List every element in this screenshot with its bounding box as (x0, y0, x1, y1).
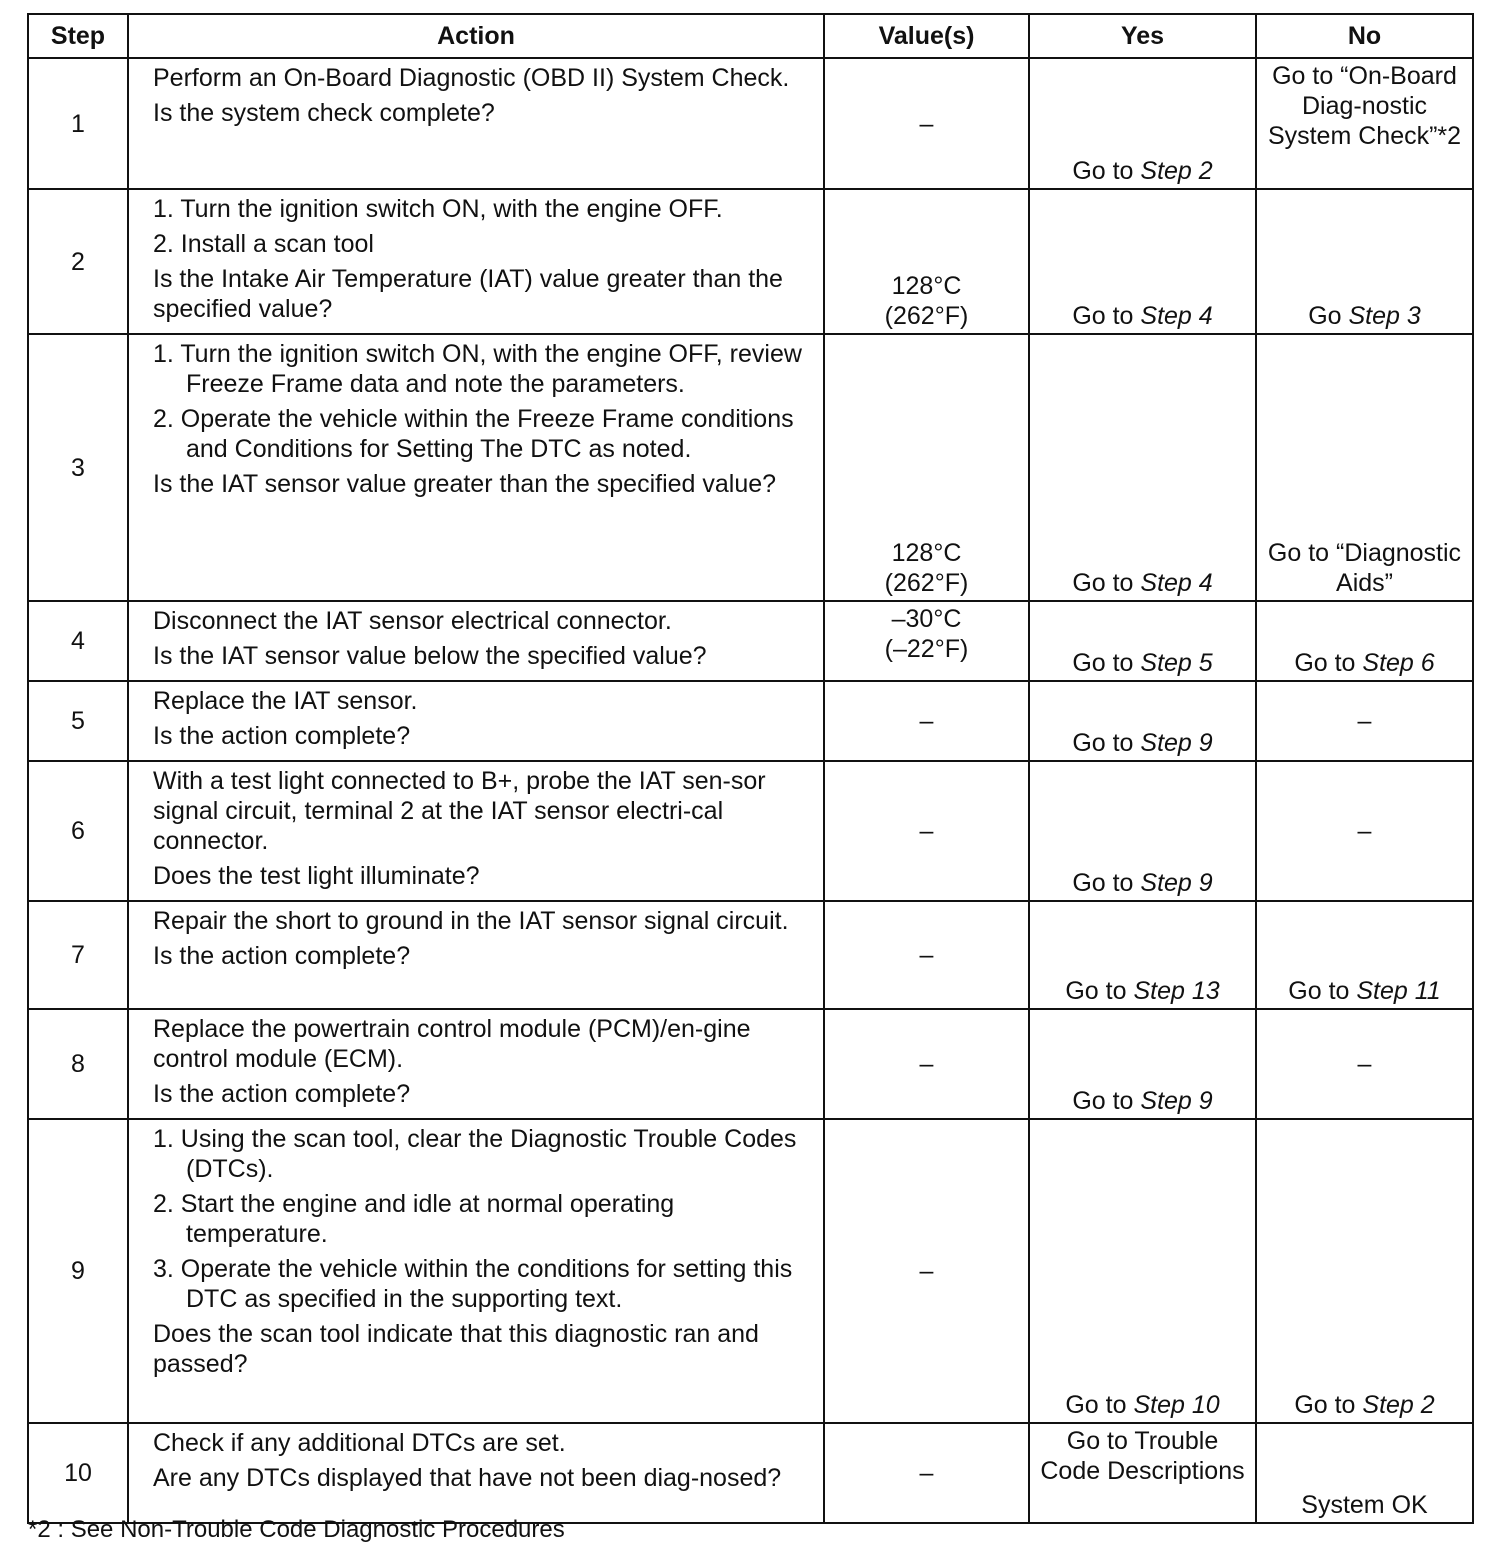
yes-text: Go to (1072, 869, 1141, 897)
action-text: Is the action complete? (153, 1080, 411, 1108)
action-cell (128, 601, 824, 681)
no-step-ref: Step 6 (1362, 649, 1435, 677)
yes-text: Go to (1072, 729, 1141, 757)
yes-cell (1029, 189, 1256, 334)
table-row (28, 1009, 1473, 1119)
action-cell (128, 681, 824, 761)
action-step: 1. Turn the ignition switch ON, with the engine OFF, review Freeze Frame data and note the parameters. (153, 340, 802, 398)
action-text: Is the IAT sensor value below the specified value? (153, 642, 707, 670)
yes-cell (1029, 681, 1256, 761)
value-text: (262°F) (884, 302, 969, 330)
table-row (28, 601, 1473, 681)
yes-cell (1029, 1119, 1256, 1423)
yes-step-ref: Step 5 (1140, 649, 1213, 677)
yes-step-ref: Step 13 (1133, 977, 1220, 1005)
action-cell (128, 901, 824, 1009)
action-cell (128, 58, 824, 189)
action-text: Is the IAT sensor value greater than the specified value? (153, 470, 777, 498)
value-text: (262°F) (884, 569, 969, 597)
no-text: System OK (1301, 1491, 1428, 1519)
no-text: Go to (1288, 977, 1357, 1005)
action-cell (128, 189, 824, 334)
action-text: Is the action complete? (153, 722, 411, 750)
value-cell (824, 1009, 1029, 1119)
no-text: – (1357, 817, 1372, 845)
yes-text: Go to (1065, 1391, 1134, 1419)
action-text: Perform an On-Board Diagnostic (OBD II) System Check. (153, 64, 790, 92)
action-step: 3. Operate the vehicle within the conditions for setting this DTC as specified in the supporting text. (153, 1255, 793, 1313)
action-text: Disconnect the IAT sensor electrical connector. (153, 607, 672, 635)
no-cell (1256, 1423, 1473, 1523)
step-cell: 9 (28, 1119, 128, 1423)
yes-text: Go to (1072, 569, 1141, 597)
yes-cell (1029, 1009, 1256, 1119)
value-text: – (919, 1257, 934, 1285)
no-cell (1256, 58, 1473, 189)
yes-step-ref: Step 2 (1140, 157, 1213, 185)
action-text: Is the system check complete? (153, 99, 495, 127)
action-cell (128, 334, 824, 601)
action-step: 2. Install a scan tool (153, 230, 374, 258)
table-row (28, 189, 1473, 334)
yes-step-ref: Step 4 (1140, 569, 1213, 597)
step-cell: 8 (28, 1009, 128, 1119)
value-text: – (919, 1050, 934, 1078)
no-step-ref: Step 3 (1348, 302, 1421, 330)
yes-step-ref: Step 9 (1140, 1087, 1213, 1115)
value-cell (824, 334, 1029, 601)
value-text: – (919, 817, 934, 845)
yes-step-ref: Step 9 (1140, 729, 1213, 757)
step-cell: 7 (28, 901, 128, 1009)
action-cell (128, 1009, 824, 1119)
value-text: – (919, 941, 934, 969)
yes-cell (1029, 334, 1256, 601)
header-row (28, 14, 1473, 58)
yes-text: Go to Trouble Code Descriptions (1040, 1427, 1245, 1485)
value-cell (824, 761, 1029, 901)
action-cell (128, 1423, 824, 1523)
action-step: 2. Start the engine and idle at normal operating temperature. (153, 1190, 675, 1248)
no-cell (1256, 1119, 1473, 1423)
yes-cell (1029, 901, 1256, 1009)
step-cell: 2 (28, 189, 128, 334)
action-text: Is the Intake Air Temperature (IAT) value greater than the specified value? (153, 265, 783, 323)
table-row (28, 1119, 1473, 1423)
no-cell (1256, 601, 1473, 681)
yes-cell (1029, 601, 1256, 681)
table-row (28, 1423, 1473, 1523)
no-text: Go to “On-Board Diag-nostic System Check”*2 (1267, 62, 1462, 150)
header-no: No (1256, 14, 1473, 58)
yes-step-ref: Step 9 (1140, 869, 1213, 897)
header-values: Value(s) (824, 14, 1029, 58)
value-text: (–22°F) (884, 635, 969, 663)
no-cell (1256, 1009, 1473, 1119)
action-text: Is the action complete? (153, 942, 411, 970)
table-row (28, 58, 1473, 189)
action-text: Does the scan tool indicate that this diagnostic ran and passed? (153, 1320, 759, 1378)
step-cell: 10 (28, 1423, 128, 1523)
action-cell (128, 1119, 824, 1423)
value-text: – (919, 1459, 934, 1487)
action-text: Does the test light illuminate? (153, 862, 480, 890)
step-cell: 1 (28, 58, 128, 189)
yes-step-ref: Step 4 (1140, 302, 1213, 330)
value-cell (824, 681, 1029, 761)
step-cell: 5 (28, 681, 128, 761)
no-text: – (1357, 707, 1372, 735)
action-step: 1. Turn the ignition switch ON, with the engine OFF. (153, 195, 723, 223)
table-row (28, 334, 1473, 601)
no-text: Go to (1294, 649, 1363, 677)
value-text: 128°C (891, 539, 962, 567)
step-cell: 6 (28, 761, 128, 901)
no-cell (1256, 189, 1473, 334)
value-text: – (919, 707, 934, 735)
no-cell (1256, 681, 1473, 761)
no-step-ref: Step 2 (1362, 1391, 1435, 1419)
action-step: 1. Using the scan tool, clear the Diagnostic Trouble Codes (DTCs). (153, 1125, 797, 1183)
action-step: 2. Operate the vehicle within the Freeze Frame conditions and Conditions for Setting The DTC as noted. (153, 405, 794, 463)
table-row (28, 761, 1473, 901)
no-cell (1256, 761, 1473, 901)
footnote: *2 : See Non-Trouble Code Diagnostic Procedures (28, 1516, 565, 1543)
no-text: – (1357, 1050, 1372, 1078)
table-row (28, 901, 1473, 1009)
value-cell (824, 1423, 1029, 1523)
no-step-ref: Step 11 (1356, 977, 1441, 1005)
value-cell (824, 189, 1029, 334)
yes-text: Go to (1072, 649, 1141, 677)
value-text: – (919, 109, 934, 138)
diagnostic-table (27, 13, 1474, 1524)
no-cell (1256, 334, 1473, 601)
no-text: Go to “Diagnostic Aids” (1267, 539, 1462, 597)
no-cell (1256, 901, 1473, 1009)
header-action: Action (128, 14, 824, 58)
action-text: Check if any additional DTCs are set. (153, 1429, 566, 1457)
header-step: Step (28, 14, 128, 58)
value-text: 128°C (891, 272, 962, 300)
value-cell (824, 58, 1029, 189)
step-cell: 4 (28, 601, 128, 681)
step-cell: 3 (28, 334, 128, 601)
value-cell (824, 901, 1029, 1009)
yes-cell (1029, 761, 1256, 901)
yes-text: Go to (1072, 1087, 1141, 1115)
no-text: Go (1308, 302, 1349, 330)
action-text: Repair the short to ground in the IAT sensor signal circuit. (153, 907, 789, 935)
action-text: Are any DTCs displayed that have not been diag-nosed? (153, 1464, 782, 1492)
action-text: Replace the powertrain control module (PCM)/en-gine control module (ECM). (153, 1015, 751, 1073)
yes-cell (1029, 58, 1256, 189)
yes-text: Go to (1072, 157, 1141, 185)
action-cell (128, 761, 824, 901)
yes-text: Go to (1065, 977, 1134, 1005)
no-text: Go to (1294, 1391, 1363, 1419)
yes-cell (1029, 1423, 1256, 1523)
value-text: –30°C (891, 605, 962, 633)
yes-step-ref: Step 10 (1133, 1391, 1220, 1419)
header-yes: Yes (1029, 14, 1256, 58)
action-text: With a test light connected to B+, probe the IAT sen-sor signal circuit, terminal 2 at the IAT sensor electri-cal connector. (153, 767, 766, 855)
action-text: Replace the IAT sensor. (153, 687, 418, 715)
table-row (28, 681, 1473, 761)
value-cell (824, 601, 1029, 681)
yes-text: Go to (1072, 302, 1141, 330)
value-cell (824, 1119, 1029, 1423)
